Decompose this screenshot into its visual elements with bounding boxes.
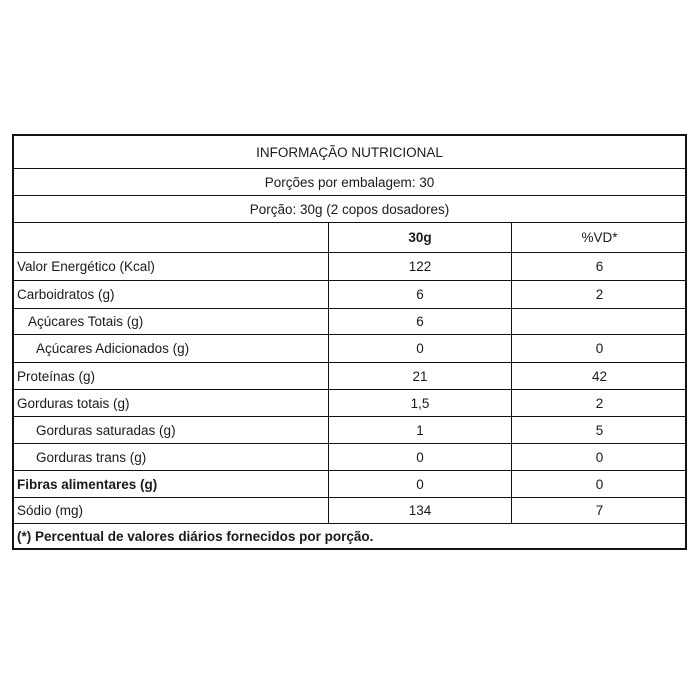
table-row xyxy=(14,390,685,417)
servings-per-package: Porções por embalagem: 30 xyxy=(264,174,435,190)
table-row xyxy=(14,281,685,309)
table-row xyxy=(14,363,685,390)
nutrient-vd: 0 xyxy=(511,335,687,362)
nutrient-qty: 134 xyxy=(328,498,511,523)
nutrient-name: Açúcares Totais (g) xyxy=(28,314,144,329)
nutrient-name: Açúcares Adicionados (g) xyxy=(36,341,190,356)
serving-size-row xyxy=(14,196,685,223)
column-header-row xyxy=(14,223,685,253)
nutrient-qty: 1,5 xyxy=(328,390,511,416)
nutrient-qty: 21 xyxy=(328,363,511,389)
nutrient-name: Gorduras trans (g) xyxy=(36,449,147,465)
nutrient-vd: 7 xyxy=(511,498,687,523)
nutrient-vd: 0 xyxy=(511,471,687,497)
nutrient-qty: 0 xyxy=(328,471,511,497)
header-qty-cell: 30g xyxy=(328,223,511,252)
nutrient-vd: 5 xyxy=(511,417,687,443)
nutrient-qty: 6 xyxy=(328,309,511,334)
serving-size: Porção: 30g (2 copos dosadores) xyxy=(249,201,450,217)
nutrient-name: Proteínas (g) xyxy=(17,368,96,384)
table-row xyxy=(14,417,685,444)
nutrient-qty: 0 xyxy=(328,444,511,470)
nutrient-qty: 122 xyxy=(328,253,511,280)
nutrient-vd: 2 xyxy=(511,390,687,416)
table-row xyxy=(14,471,685,498)
header-vd-cell: %VD* xyxy=(511,223,687,252)
nutrient-vd: 6 xyxy=(511,253,687,280)
nutrient-name: Valor Energético (Kcal) xyxy=(17,259,155,274)
nutrient-vd: 42 xyxy=(511,363,687,389)
table-row xyxy=(14,309,685,335)
nutrient-vd: 0 xyxy=(511,444,687,470)
table-row xyxy=(14,444,685,471)
nutrient-vd: 2 xyxy=(511,281,687,308)
nutrition-facts-table xyxy=(12,134,687,550)
table-title-row xyxy=(14,136,685,169)
nutrient-name: Gorduras saturadas (g) xyxy=(36,422,176,438)
table-title: INFORMAÇÃO NUTRICIONAL xyxy=(256,144,443,160)
nutrient-qty: 0 xyxy=(328,335,511,362)
header-name-cell xyxy=(14,223,328,252)
nutrient-name: Gorduras totais (g) xyxy=(17,395,130,411)
table-row xyxy=(14,335,685,363)
table-row xyxy=(14,498,685,524)
nutrient-qty: 6 xyxy=(328,281,511,308)
nutrient-name: Carboidratos (g) xyxy=(17,287,115,302)
nutrient-name: Fibras alimentares (g) xyxy=(17,476,158,492)
nutrient-name: Sódio (mg) xyxy=(17,503,84,518)
footnote-text: (*) Percentual de valores diários fornecidos por porção. xyxy=(17,528,374,544)
servings-row xyxy=(14,169,685,196)
table-row xyxy=(14,253,685,281)
footnote-row xyxy=(14,524,685,548)
nutrient-vd xyxy=(511,309,687,334)
nutrient-qty: 1 xyxy=(328,417,511,443)
